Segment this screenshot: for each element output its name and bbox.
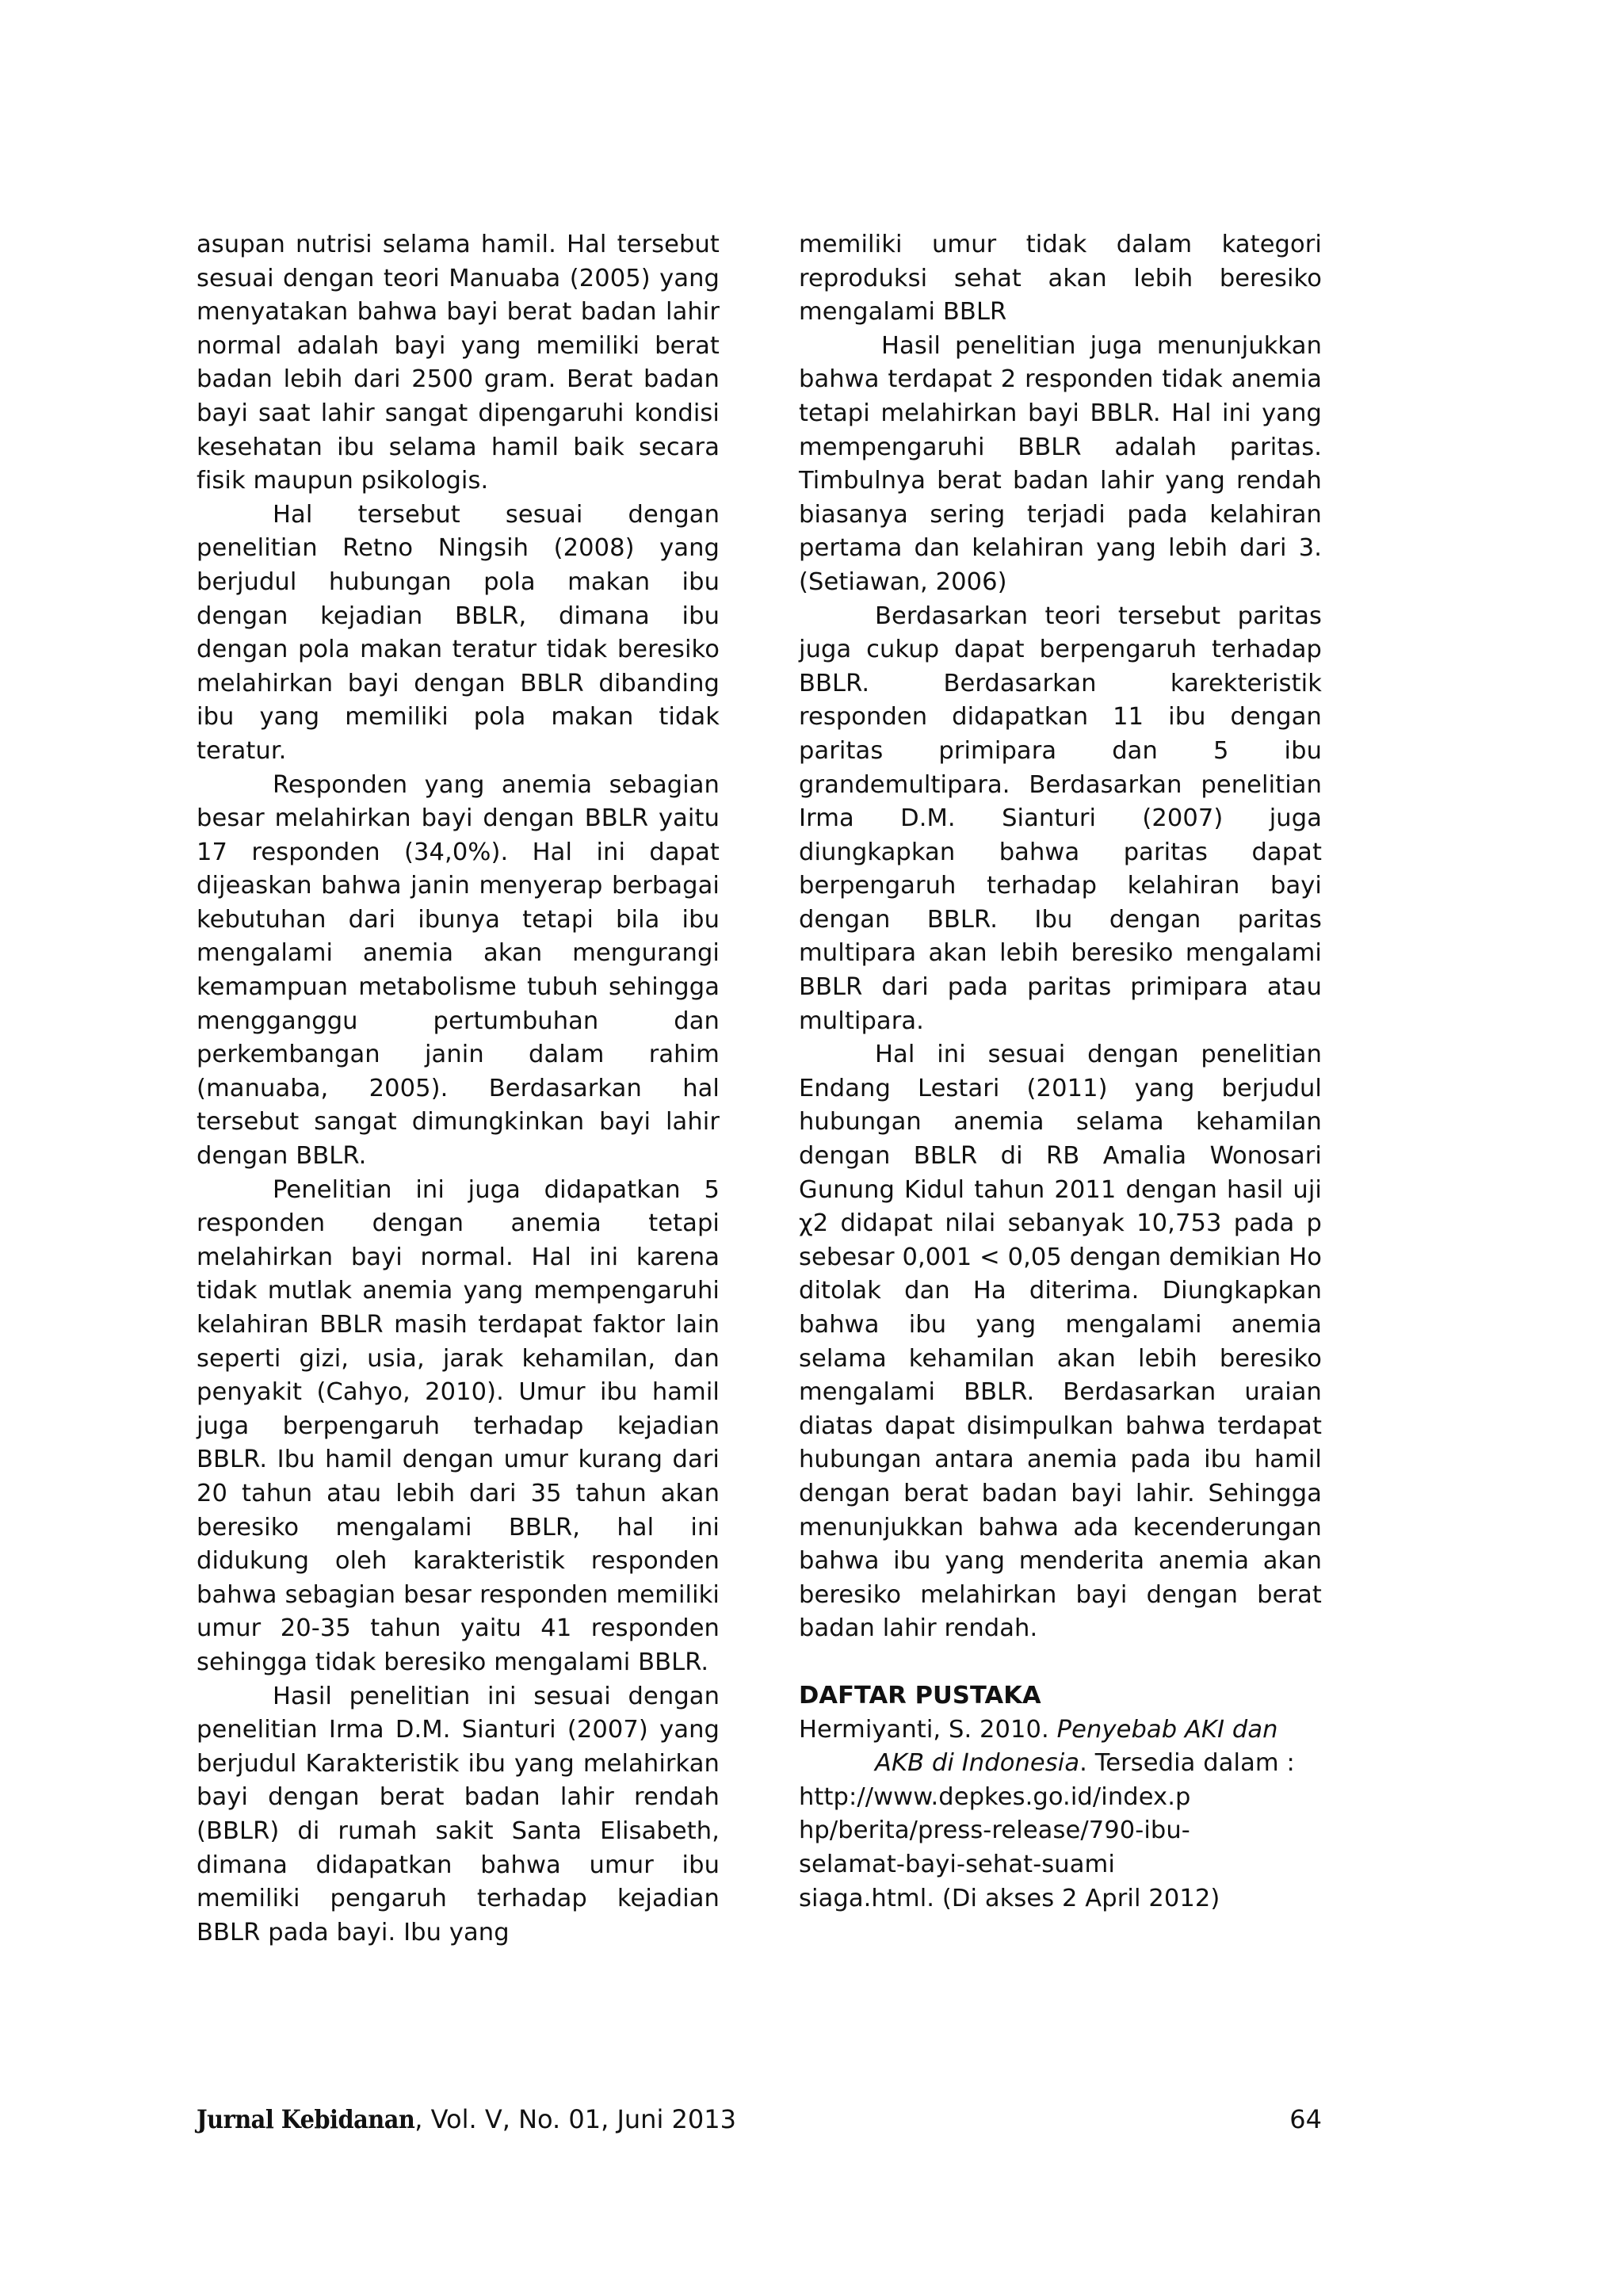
body-paragraph: memiliki umur tidak dalam kategori reproduksi sehat akan lebih beresiko mengalami BBLR [799, 231, 1322, 327]
reference-url-line: http://www.depkes.go.id/index.p [799, 1782, 1191, 1811]
body-paragraph: Responden yang anemia sebagian besar melahirkan bayi dengan BBLR yaitu 17 responden (34,0%). Hal ini dapat dijeaskan bahwa janin menyerap berbagai kebutuhan dari ibunya tetapi bila ibu mengalami anemia akan mengurangi kemampuan metabolisme tubuh sehingga mengganggu pertumbuhan dan perkembangan janin dalam rahim (manuaba, 2005). Berdasarkan hal tersebut sangat dimungkinkan bayi lahir dengan BBLR. [197, 770, 720, 1171]
page-footer [197, 2103, 1322, 2135]
journal-issue: , Vol. V, No. 01, Juni 2013 [414, 2104, 736, 2134]
page-number: 64 [1289, 2104, 1322, 2134]
reference-entry [799, 1713, 1322, 1916]
body-paragraph: Hal tersebut sesuai dengan penelitian Retno Ningsih (2008) yang berjudul hubungan pola makan ibu dengan kejadian BBLR, dimana ibu dengan pola makan teratur tidak beresiko melahirkan bayi dengan BBLR dibanding ibu yang memiliki pola makan tidak teratur. [197, 500, 720, 765]
body-paragraph: asupan nutrisi selama hamil. Hal tersebut sesuai dengan teori Manuaba (2005) yang menyatakan bahwa bayi berat badan lahir normal adalah bayi yang memiliki berat badan lebih dari 2500 gram. Berat badan bayi saat lahir sangat dipengaruhi kondisi kesehatan ibu selama hamil baik secara fisik maupun psikologis. [197, 231, 720, 495]
references-heading: DAFTAR PUSTAKA [799, 1681, 1041, 1710]
reference-url-line: siaga.html. (Di akses 2 April 2012) [799, 1884, 1220, 1912]
left-column [197, 228, 720, 1950]
body-paragraph: Berdasarkan teori tersebut paritas juga cukup dapat berpengaruh terhadap BBLR. Berdasarkan karekteristik responden didapatkan 11 ibu dengan paritas primipara dan 5 ibu grandemultipara. Berdasarkan penelitian Irma D.M. Sianturi (2007) juga diungkapkan bahwa paritas dapat berpengaruh terhadap kelahiran bayi dengan BBLR. Ibu dengan paritas multipara akan lebih beresiko mengalami BBLR dari pada paritas primipara atau multipara. [799, 602, 1322, 1035]
reference-url-line: selamat-bayi-sehat-suami [799, 1850, 1115, 1878]
reference-author-year: Hermiyanti, S. 2010. [799, 1715, 1057, 1744]
body-paragraph: Hasil penelitian juga menunjukkan bahwa terdapat 2 responden tidak anemia tetapi melahirkan bayi BBLR. Hal ini yang mempengaruhi BBLR adalah paritas. Timbulnya berat badan lahir yang rendah biasanya sering terjadi pada kelahiran pertama dan kelahiran yang lebih dari 3. (Setiawan, 2006) [799, 331, 1322, 596]
body-paragraph: Penelitian ini juga didapatkan 5 responden dengan anemia tetapi melahirkan bayi normal. Hal ini karena tidak mutlak anemia yang mempengaruhi kelahiran BBLR masih terdapat faktor lain seperti gizi, usia, jarak kehamilan, dan penyakit (Cahyo, 2010). Umur ibu hamil juga berpengaruh terhadap kejadian BBLR. Ibu hamil dengan umur kurang dari 20 tahun atau lebih dari 35 tahun akan beresiko mengalami BBLR, hal ini didukung oleh karakteristik responden bahwa sebagian besar responden memiliki umur 20-35 tahun yaitu 41 responden sehingga tidak beresiko mengalami BBLR. [197, 1175, 720, 1676]
body-paragraph: Hal ini sesuai dengan penelitian Endang Lestari (2011) yang berjudul hubungan anemia selama kehamilan dengan BBLR di RB Amalia Wonosari Gunung Kidul tahun 2011 dengan hasil uji χ2 didapat nilai sebanyak 10,753 pada p sebesar 0,001 < 0,05 dengan demikian Ho ditolak dan Ha diterima. Diungkapkan bahwa ibu yang mengalami anemia selama kehamilan akan lebih beresiko mengalami BBLR. Berdasarkan uraian diatas dapat disimpulkan bahwa terdapat hubungan antara anemia pada ibu hamil dengan berat badan bayi lahir. Sehingga menunjukkan bahwa ada kecenderungan bahwa ibu yang menderita anemia akan beresiko melahirkan bayi dengan berat badan lahir rendah. [799, 1041, 1322, 1643]
reference-availability: . Tersedia dalam : [1079, 1749, 1295, 1778]
right-column [799, 228, 1322, 1916]
reference-url-line: hp/berita/press-release/790-ibu- [799, 1817, 1190, 1845]
journal-name: Jurnal Kebidanan [197, 2104, 415, 2134]
reference-title: Penyebab AKI dan AKB di Indonesia [875, 1715, 1278, 1778]
body-paragraph: Hasil penelitian ini sesuai dengan penelitian Irma D.M. Sianturi (2007) yang berjudul Karakteristik ibu yang melahirkan bayi dengan berat badan lahir rendah (BBLR) di rumah sakit Santa Elisabeth, dimana didapatkan bahwa umur ibu memiliki pengaruh terhadap kejadian BBLR pada bayi. Ibu yang [197, 1682, 720, 1946]
